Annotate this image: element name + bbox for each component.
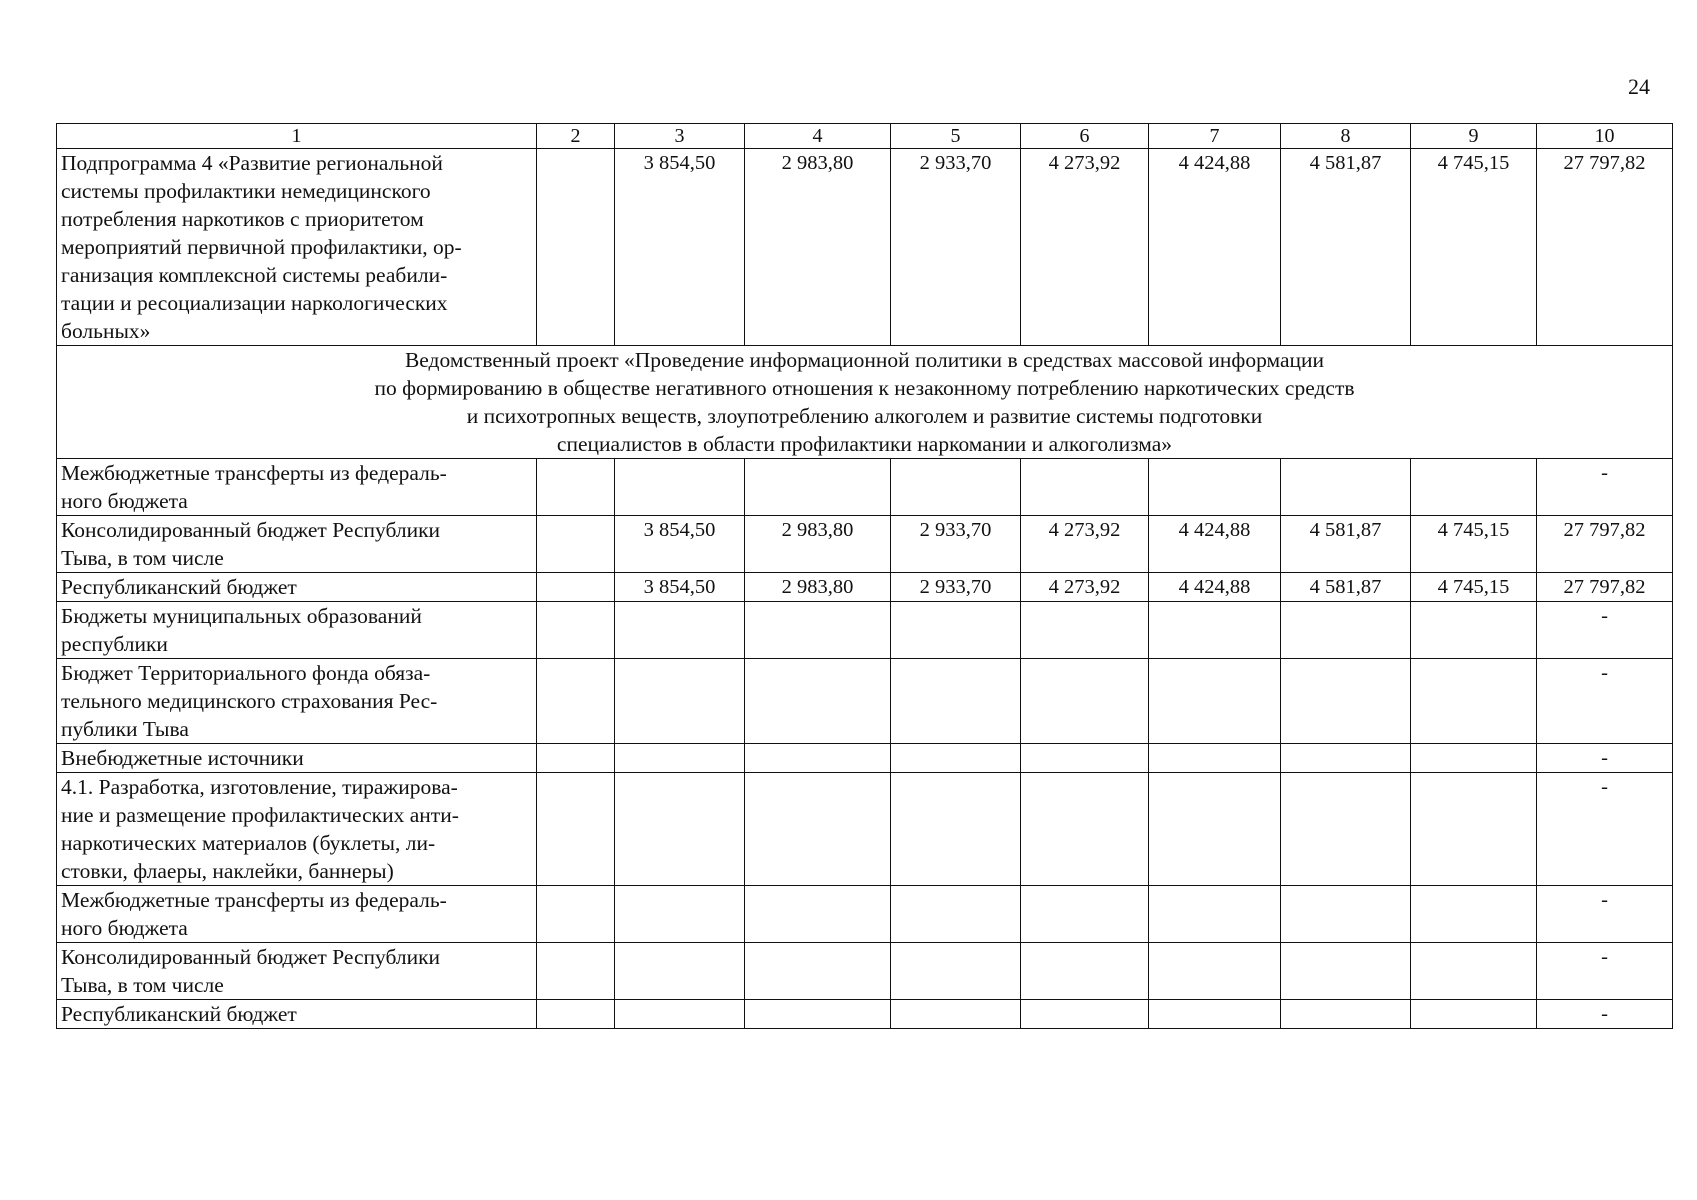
value-cell: 4 581,87 xyxy=(1281,516,1411,573)
value-cell: 3 854,50 xyxy=(615,573,745,602)
row-label xyxy=(57,659,537,744)
value-cell: - xyxy=(1537,744,1673,773)
label-line: Республиканский бюджет xyxy=(61,575,297,599)
value-cell xyxy=(745,659,891,744)
project-title-line: и психотропных веществ, злоупотреблению алкоголем и развитие системы подготовки xyxy=(466,404,1263,428)
value-cell xyxy=(1149,1000,1281,1029)
value-cell xyxy=(1149,602,1281,659)
value-cell xyxy=(1411,602,1537,659)
table-row xyxy=(57,1000,1673,1029)
value-cell: 4 424,88 xyxy=(1149,573,1281,602)
value-cell xyxy=(537,516,615,573)
value-cell xyxy=(1149,659,1281,744)
table-row xyxy=(57,573,1673,602)
label-line: ного бюджета xyxy=(61,489,188,513)
value-cell xyxy=(891,602,1021,659)
value-cell: 4 745,15 xyxy=(1411,573,1537,602)
table-row xyxy=(57,459,1673,516)
value-cell xyxy=(615,773,745,886)
value-cell xyxy=(537,1000,615,1029)
value-cell xyxy=(537,744,615,773)
value-cell xyxy=(615,1000,745,1029)
value-cell xyxy=(745,459,891,516)
row-label xyxy=(57,602,537,659)
label-line: ние и размещение профилактических анти- xyxy=(61,803,459,827)
value-cell: - xyxy=(1537,886,1673,943)
value-cell xyxy=(615,943,745,1000)
table-row xyxy=(57,744,1673,773)
value-cell xyxy=(891,459,1021,516)
value-cell xyxy=(1281,943,1411,1000)
value-cell xyxy=(1021,602,1149,659)
table-row xyxy=(57,943,1673,1000)
value-cell: - xyxy=(1537,943,1673,1000)
value-cell xyxy=(891,1000,1021,1029)
budget-table xyxy=(56,123,1673,1029)
label-line: ганизация комплексной системы реабили- xyxy=(61,263,448,287)
column-header: 2 xyxy=(537,124,615,149)
value-cell xyxy=(537,886,615,943)
value-cell xyxy=(1411,659,1537,744)
value-cell: 27 797,82 xyxy=(1537,516,1673,573)
row-label xyxy=(57,1000,537,1029)
value-cell xyxy=(1281,1000,1411,1029)
value-cell: 27 797,82 xyxy=(1537,149,1673,346)
project-title-line: по формированию в обществе негативного отношения к незаконному потреблению наркотических средств xyxy=(374,376,1355,400)
value-cell: 4 745,15 xyxy=(1411,149,1537,346)
table-row xyxy=(57,602,1673,659)
value-cell xyxy=(1281,602,1411,659)
value-cell xyxy=(891,886,1021,943)
value-cell: 2 983,80 xyxy=(745,149,891,346)
value-cell xyxy=(615,886,745,943)
label-line: системы профилактики немедицинского xyxy=(61,179,431,203)
value-cell xyxy=(1281,459,1411,516)
value-cell xyxy=(1021,744,1149,773)
value-cell xyxy=(745,602,891,659)
value-cell xyxy=(615,459,745,516)
value-cell: 27 797,82 xyxy=(1537,573,1673,602)
value-cell: - xyxy=(1537,773,1673,886)
value-cell xyxy=(1021,1000,1149,1029)
label-line: тельного медицинского страхования Рес- xyxy=(61,689,438,713)
value-cell xyxy=(615,602,745,659)
label-line: потребления наркотиков с приоритетом xyxy=(61,207,424,231)
value-cell: 4 273,92 xyxy=(1021,149,1149,346)
label-line: Межбюджетные трансферты из федераль- xyxy=(61,461,447,485)
value-cell xyxy=(615,744,745,773)
subprogram-label xyxy=(57,149,537,346)
value-cell: - xyxy=(1537,659,1673,744)
value-cell: 4 424,88 xyxy=(1149,516,1281,573)
table-row xyxy=(57,659,1673,744)
column-header: 9 xyxy=(1411,124,1537,149)
row-label xyxy=(57,886,537,943)
value-cell: 4 581,87 xyxy=(1281,573,1411,602)
value-cell xyxy=(537,459,615,516)
row-label xyxy=(57,943,537,1000)
value-cell xyxy=(745,886,891,943)
label-line: 4.1. Разработка, изготовление, тиражирова- xyxy=(61,775,458,799)
label-line: стовки, флаеры, наклейки, баннеры) xyxy=(61,859,394,883)
label-line: Бюджеты муниципальных образований xyxy=(61,604,422,628)
column-number-row xyxy=(57,124,1673,149)
column-header: 7 xyxy=(1149,124,1281,149)
project-title-line: Ведомственный проект «Проведение информационной политики в средствах массовой информации xyxy=(404,348,1325,372)
label-line: Тыва, в том числе xyxy=(61,546,224,570)
value-cell: - xyxy=(1537,602,1673,659)
column-header: 10 xyxy=(1537,124,1673,149)
label-line: мероприятий первичной профилактики, ор- xyxy=(61,235,462,259)
value-cell xyxy=(537,773,615,886)
column-header: 6 xyxy=(1021,124,1149,149)
value-cell xyxy=(537,149,615,346)
value-cell xyxy=(891,943,1021,1000)
table-header xyxy=(57,124,1673,149)
label-line: республики xyxy=(61,632,168,656)
value-cell xyxy=(1411,943,1537,1000)
value-cell: 4 273,92 xyxy=(1021,573,1149,602)
label-line: Бюджет Территориального фонда обяза- xyxy=(61,661,431,685)
row-label xyxy=(57,516,537,573)
column-header: 1 xyxy=(57,124,537,149)
value-cell xyxy=(1411,773,1537,886)
value-cell xyxy=(1021,773,1149,886)
label-line: Консолидированный бюджет Республики xyxy=(61,518,441,542)
project-title-line: специалистов в области профилактики наркомании и алкоголизма» xyxy=(556,432,1173,456)
value-cell xyxy=(1021,943,1149,1000)
label-line: ного бюджета xyxy=(61,916,188,940)
value-cell xyxy=(1281,886,1411,943)
label-line: Консолидированный бюджет Республики xyxy=(61,945,441,969)
value-cell: 2 983,80 xyxy=(745,516,891,573)
value-cell: 2 933,70 xyxy=(891,516,1021,573)
value-cell xyxy=(537,573,615,602)
value-cell xyxy=(1149,459,1281,516)
label-line: больных» xyxy=(61,319,151,343)
table-row xyxy=(57,516,1673,573)
column-header: 8 xyxy=(1281,124,1411,149)
value-cell xyxy=(1281,659,1411,744)
row-label xyxy=(57,573,537,602)
value-cell: 2 933,70 xyxy=(891,573,1021,602)
row-label xyxy=(57,773,537,886)
value-cell: 2 933,70 xyxy=(891,149,1021,346)
value-cell xyxy=(745,773,891,886)
row-label xyxy=(57,744,537,773)
project-title xyxy=(57,346,1673,459)
column-header: 4 xyxy=(745,124,891,149)
value-cell xyxy=(1281,744,1411,773)
column-header: 5 xyxy=(891,124,1021,149)
value-cell xyxy=(1411,744,1537,773)
table-row xyxy=(57,773,1673,886)
value-cell xyxy=(1021,886,1149,943)
label-line: Внебюджетные источники xyxy=(61,746,304,770)
value-cell xyxy=(745,744,891,773)
page-number: 24 xyxy=(1628,74,1650,99)
label-line: Республиканский бюджет xyxy=(61,1002,297,1026)
label-line: наркотических материалов (буклеты, ли- xyxy=(61,831,436,855)
value-cell xyxy=(615,659,745,744)
value-cell xyxy=(1411,1000,1537,1029)
table-body xyxy=(57,149,1673,1029)
value-cell: 3 854,50 xyxy=(615,149,745,346)
value-cell xyxy=(1021,659,1149,744)
label-line: Тыва, в том числе xyxy=(61,973,224,997)
table-row xyxy=(57,886,1673,943)
value-cell: - xyxy=(1537,459,1673,516)
value-cell xyxy=(1411,459,1537,516)
label-line: Межбюджетные трансферты из федераль- xyxy=(61,888,447,912)
value-cell xyxy=(1411,886,1537,943)
value-cell xyxy=(1149,943,1281,1000)
value-cell: 4 745,15 xyxy=(1411,516,1537,573)
value-cell xyxy=(537,943,615,1000)
value-cell xyxy=(891,773,1021,886)
value-cell: 4 424,88 xyxy=(1149,149,1281,346)
value-cell: 4 273,92 xyxy=(1021,516,1149,573)
value-cell xyxy=(891,744,1021,773)
value-cell: 4 581,87 xyxy=(1281,149,1411,346)
value-cell xyxy=(745,1000,891,1029)
value-cell xyxy=(1149,744,1281,773)
label-line: тации и ресоциализации наркологических xyxy=(61,291,448,315)
subprogram-row xyxy=(57,149,1673,346)
value-cell: 3 854,50 xyxy=(615,516,745,573)
value-cell xyxy=(745,943,891,1000)
value-cell xyxy=(1281,773,1411,886)
column-header: 3 xyxy=(615,124,745,149)
label-line: публики Тыва xyxy=(61,717,189,741)
value-cell xyxy=(1021,459,1149,516)
row-label xyxy=(57,459,537,516)
value-cell xyxy=(1149,773,1281,886)
value-cell xyxy=(1149,886,1281,943)
value-cell xyxy=(537,659,615,744)
value-cell: 2 983,80 xyxy=(745,573,891,602)
value-cell xyxy=(537,602,615,659)
value-cell xyxy=(891,659,1021,744)
label-line: Подпрограмма 4 «Развитие региональной xyxy=(61,151,443,175)
value-cell: - xyxy=(1537,1000,1673,1029)
project-title-row xyxy=(57,346,1673,459)
